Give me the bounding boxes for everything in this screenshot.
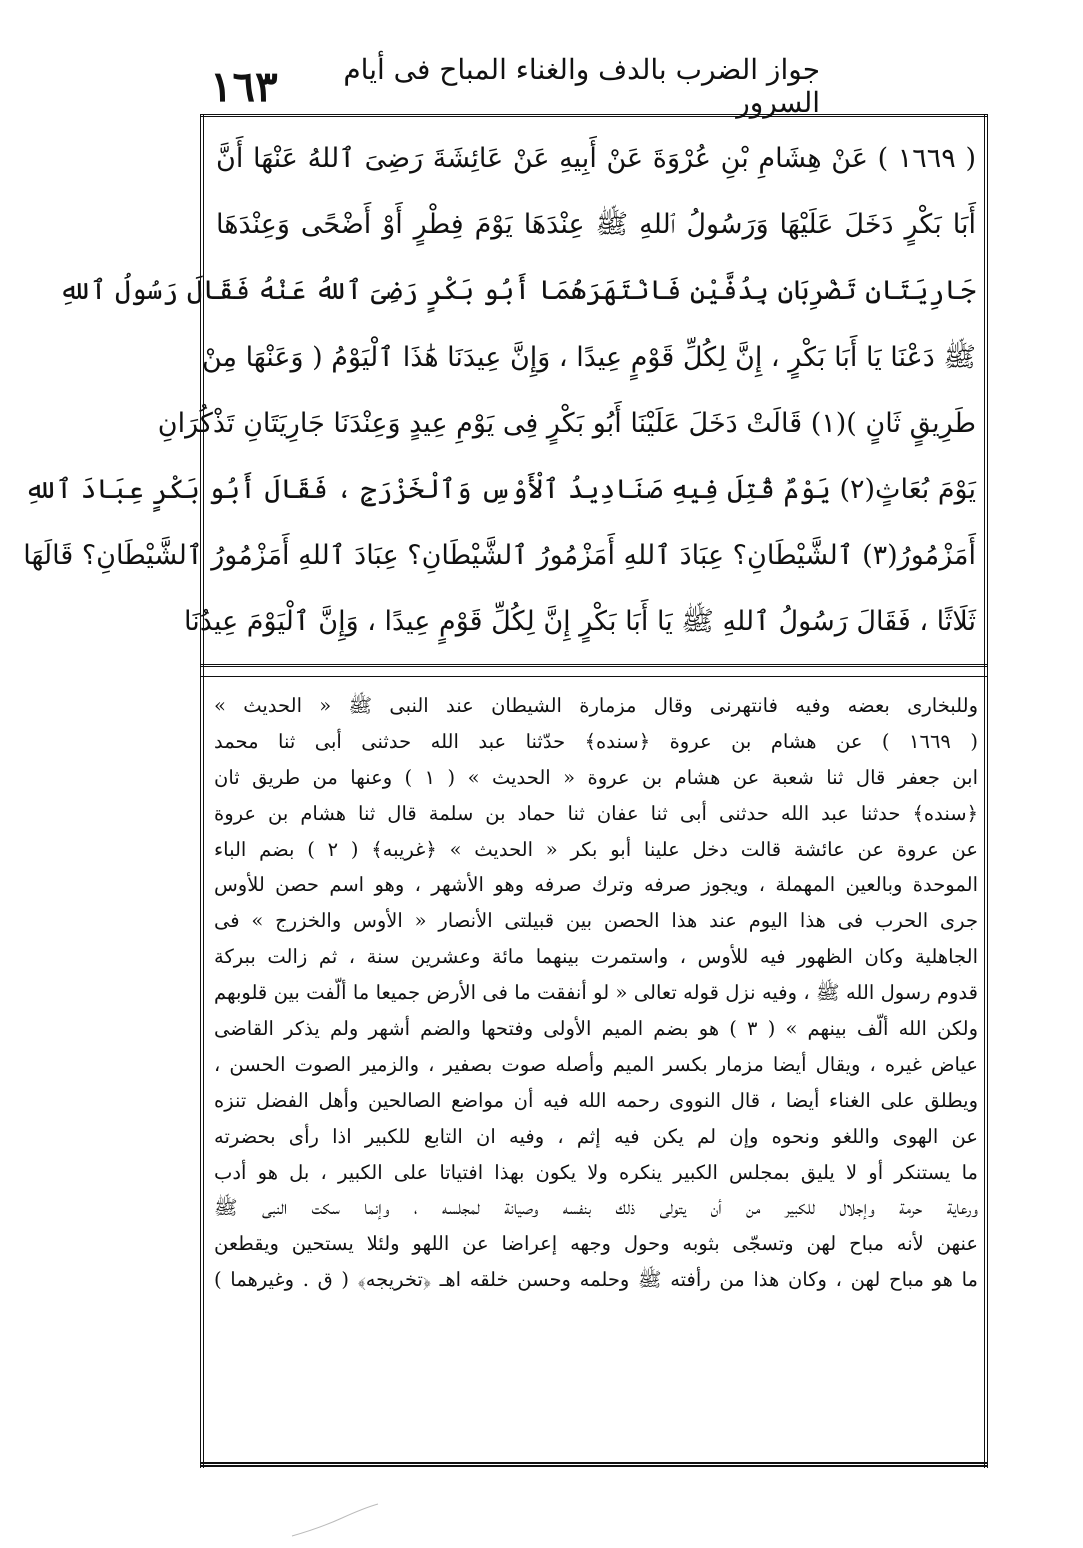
commentary-line: ويطلق على الغناء أيضا ، قال النووى رحمه الله فيه أن مواضع الصالحين وأهل الفضل تنزه <box>214 1088 978 1112</box>
commentary-line: عياض غيره ، ويقال أيضا مزمار بكسر الميم وأصله صوت بصفير ، والزمير الصوت الحسن ، <box>214 1052 978 1076</box>
hadith-line: يَوْمَ بُعَاثٍ(٢) يَوْمٌ قُتِلَ فِيهِ صَنَادِيدُ ٱلْأَوْسِ وَٱلْخَزْرَجِ ، فَقَالَ أَبُو بَكْرٍ عِبَادَ ٱللهِ <box>24 473 976 505</box>
pencil-mark <box>290 1500 380 1540</box>
bottom-rule <box>200 1462 988 1467</box>
commentary-line: ورعاية حرمة وإجلال للكبير من أن يتولى ذلك بنفسه وصيانة لمجلسه ، وإنما سكت النبى ﷺ <box>214 1196 978 1220</box>
commentary-line: ( ١٦٦٩ ) عن هشام بن عروة ﴿سنده﴾ حدّثنا عبد الله حدثنى أبى ثنا محمد <box>214 729 978 753</box>
commentary-text <box>214 688 978 1456</box>
hadith-line: جَارِيَتَانِ تَضْرِبَانِ بِدُفَّيْنِ فَانْتَهَرَهُمَا أَبُو بَكْرٍ رَضِىَ ٱللهُ عَنْهُ فَقَالَ رَسُولُ ٱللهِ <box>58 275 976 307</box>
page-header <box>210 53 820 119</box>
commentary-line: الجاهلية وكان الظهور فيه للأوس ، واستمرت بينهما مائة وعشرين سنة ، ثم زالت ببركة <box>214 945 978 969</box>
hadith-line: ﷺ دَعْنَا يَا أَبَا بَكْرٍ ، إِنَّ لِكُلِّ قَوْمٍ عِيدًا ، وَإِنَّ عِيدَنَا هَٰذَا ٱلْيَوْمُ ( وَعَنْهَا مِنْ <box>201 341 976 373</box>
commentary-line: ولكن الله ألّف بينهم » ( ٣ ) هو بضم الميم الأولى وفتحها والضم أشهر ولم يذكر القاضى <box>214 1017 978 1041</box>
hadith-line: أَبَا بَكْرٍ دَخَلَ عَلَيْهَا وَرَسُولُ ٱللهِ ﷺ عِنْدَهَا يَوْمَ فِطْرٍ أَوْ أَضْحًى وَعِنْدَهَا <box>216 209 976 241</box>
commentary-line: ما يستنكر أو لا يليق بمجلس الكبير ينكره ولا يكون بهذا افتياتا على الكبير ، بل هو أدب <box>214 1160 978 1184</box>
commentary-line: عن عروة عن عائشة قالت دخل علينا أبو بكر « الحديث » ﴿غريبه﴾ ( ٢ ) بضم الباء <box>214 837 979 861</box>
commentary-line: جرى الحرب فى هذا اليوم عند هذا الحصن بين قبيلتى الأنصار « الأوس والخزرج » فى <box>214 909 978 933</box>
commentary-line: قدوم رسول الله ﷺ ، وفيه نزل قوله تعالى « لو أنفقت ما فى الأرض جميعا ما ألّفت بين قلوبهم <box>214 981 978 1005</box>
hadith-line: طَرِيقٍ ثَانٍ )(١) قَالَتْ دَخَلَ عَلَيْنَا أَبُو بَكْرٍ فِى يَوْمِ عِيدٍ وَعِنْدَنَا جَارِيَتَانِ تَذْكُرَانِ <box>157 407 976 439</box>
top-rule <box>200 114 988 117</box>
divider-rule <box>200 664 988 667</box>
hadith-line: ثَلَاثًا ، فَقَالَ رَسُولُ ٱللهِ ﷺ يَا أَبَا بَكْرٍ إِنَّ لِكُلِّ قَوْمٍ عِيدًا ، وَإِنَّ ٱلْيَوْمَ عِيدُنَا <box>184 606 976 638</box>
divider-rule-thin <box>200 676 988 677</box>
hadith-line: ( ١٦٦٩ ) عَنْ هِشَامِ بْنِ عُرْوَةَ عَنْ أَبِيهِ عَنْ عَائِشَةَ رَضِىَ ٱللهُ عَنْهَا أَنَّ <box>216 143 976 174</box>
commentary-line: عنهن لأنه مباح لهن وتسجّى بثوبه وحول وجهه إعراضا عن اللهو ولئلا يستحين ويقطعن <box>214 1232 978 1256</box>
commentary-line: ما هو مباح لهن ، وكان هذا من رأفته ﷺ وحلمه وحسن خلقه اهـ ﴿تخريجه﴾ ( ق . وغيرهما ) <box>214 1268 978 1292</box>
commentary-line: ابن جعفر قال ثنا شعبة عن هشام بن عروة « الحديث » ( ١ ) وعنها من طريق ثان <box>214 765 978 789</box>
page-number: ١٦٣ <box>210 61 278 111</box>
commentary-line: ﴿سنده﴾ حدثنا عبد الله حدثنى أبى ثنا عفان ثنا حماد بن سلمة قال ثنا هشام بن عروة <box>214 801 978 825</box>
running-title: جواز الضرب بالدف والغناء المباح فى أيام السرور <box>343 53 820 119</box>
hadith-text <box>23 126 976 656</box>
hadith-line: أَمَزْمُورُ(٣) ٱلشَّيْطَانِ؟ عِبَادَ ٱللهِ أَمَزْمُورُ ٱلشَّيْطَانِ؟ عِبَادَ ٱللهِ أَمَزْمُورُ ٱلشَّيْطَانِ؟ قَالَهَا <box>23 540 976 572</box>
commentary-line: الموحدة وبالعين المهملة ، ويجوز صرفه وترك صرفه وهو الأشهر ، وهو اسم حصن للأوس <box>214 873 978 897</box>
commentary-line: عن الهوى واللغو ونحوه وإن لم يكن فيه إثم ، وفيه ان التابع للكبير اذا رأى بحضرته <box>214 1124 978 1148</box>
commentary-line: وللبخارى بعضه وفيه فانتهرنى وقال مزمارة الشيطان عند النبى ﷺ « الحديث » <box>214 694 978 717</box>
